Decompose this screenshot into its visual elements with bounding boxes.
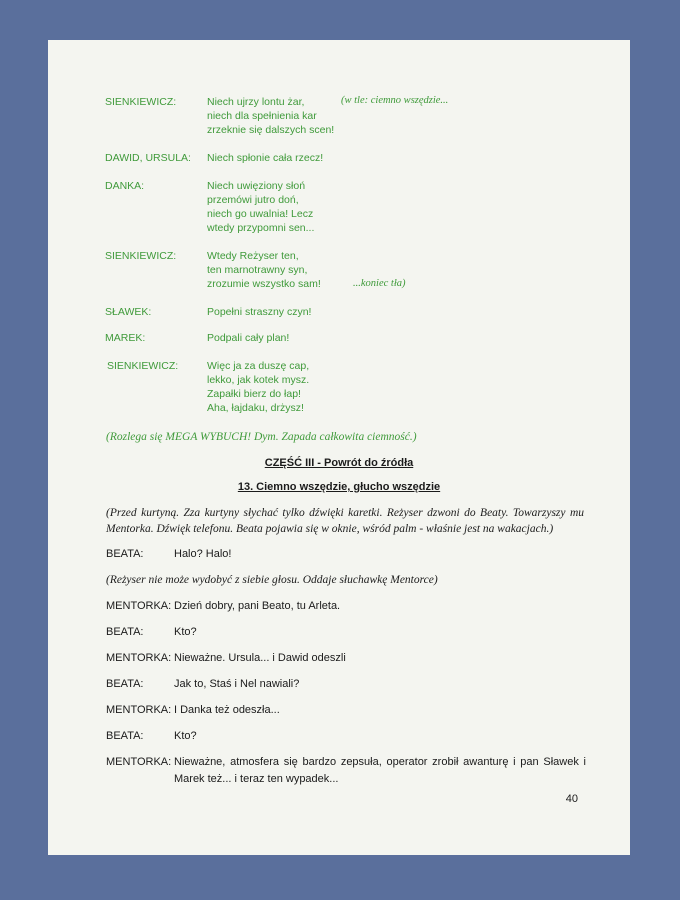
speaker-mentorka: MENTORKA: — [106, 756, 172, 768]
speaker-beata: BEATA: — [106, 548, 144, 560]
scene-heading: 13. Ciemno wszędzie, głucho wszędzie — [237, 481, 441, 493]
dialogue-line: Nieważne, atmosfera się bardzo zepsuła, operator zrobił awanturę i pan Sławek i Marek też... i teraz ten wypadek... — [174, 756, 586, 785]
speaker-slawek: SŁAWEK: — [105, 306, 152, 318]
stage-cue-background-end: ...koniec tła) — [353, 278, 406, 289]
speaker-sienkiewicz-1: SIENKIEWICZ: — [105, 96, 177, 108]
part-heading: CZĘŚĆ III - Powrót do źródła — [264, 457, 414, 469]
speaker-beata: BEATA: — [106, 730, 144, 742]
dialogue-line: Jak to, Staś i Nel nawiali? — [174, 678, 300, 690]
dialogue-line: Nieważne. Ursula... i Dawid odeszli — [174, 652, 346, 664]
speaker-beata: BEATA: — [106, 678, 144, 690]
speaker-danka: DANKA: — [105, 180, 145, 192]
page-number: 40 — [565, 793, 578, 805]
speaker-beata: BEATA: — [106, 626, 144, 638]
dialogue-line: Halo? Halo! — [174, 548, 232, 560]
stage-direction-curtain: (Przed kurtyną. Zza kurtyny słychać tylko dźwięki karetki. Reżyser dzwoni do Beaty. Towarzyszy mu Mentorka. Dźwięk telefonu. Beata pojawia się w oknie, wśród palm - właśnie jest na wakacjach.) — [106, 507, 584, 535]
speaker-mentorka: MENTORKA: — [106, 600, 172, 612]
dialogue-line: I Danka też odeszła... — [174, 704, 280, 716]
speaker-mentorka: MENTORKA: — [106, 704, 172, 716]
stage-direction-director: (Reżyser nie może wydobyć z siebie głosu. Oddaje słuchawkę Mentorce) — [106, 574, 438, 586]
verse-lines-3: Niech uwięziony słoń przemówi jutro doń, niech go uwalnia! Lecz wtedy przypomni sen... — [207, 180, 315, 234]
verse-lines-4: Wtedy Reżyser ten, ten marnotrawny syn, zrozumie wszystko sam! — [207, 250, 321, 290]
speaker-mentorka: MENTORKA: — [106, 652, 172, 664]
speaker-dawid-ursula: DAWID, URSULA: — [105, 152, 191, 164]
dialogue-line: Dzień dobry, pani Beato, tu Arleta. — [174, 600, 341, 612]
speaker-marek: MAREK: — [105, 332, 146, 344]
speaker-sienkiewicz-3: SIENKIEWICZ: — [107, 360, 179, 372]
dialogue-line: Kto? — [174, 730, 197, 742]
verse-lines-2: Niech spłonie cała rzecz! — [207, 152, 324, 164]
stage-cue-background-dark: (w tle: ciemno wszędzie... — [341, 95, 449, 106]
verse-lines-1: Niech ujrzy lontu żar, niech dla spełnienia kar zrzeknie się dalszych scen! — [207, 96, 335, 136]
dialogue-line: Kto? — [174, 626, 197, 638]
verse-lines-6: Podpali cały plan! — [207, 332, 290, 344]
verse-lines-7: Więc ja za duszę cap, lekko, jak kotek mysz. Zapałki bierz do łap! Aha, łajdaku, drżysz! — [207, 360, 310, 414]
speaker-sienkiewicz-2: SIENKIEWICZ: — [105, 250, 177, 262]
verse-lines-5: Popełni straszny czyn! — [207, 306, 312, 318]
stage-direction-explosion: (Rozlega się MEGA WYBUCH! Dym. Zapada całkowita ciemność.) — [106, 431, 417, 443]
document-page — [48, 40, 630, 855]
